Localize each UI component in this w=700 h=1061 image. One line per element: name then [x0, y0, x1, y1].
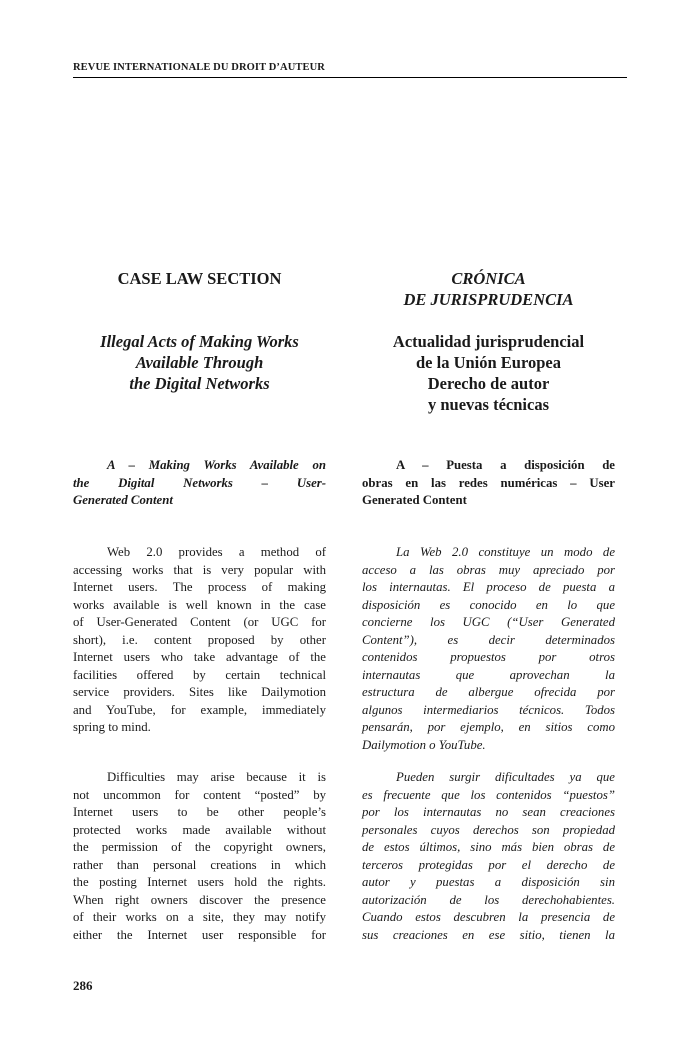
text-line: spring to mind.	[73, 720, 151, 734]
right-paragraph-2	[362, 769, 615, 944]
left-section-heading	[73, 457, 326, 510]
left-subtitle-line: the Digital Networks	[129, 374, 270, 393]
text-line: estructura de albergue ofrecida por	[362, 685, 615, 699]
right-subtitle-line: Derecho de autor	[427, 374, 550, 393]
text-line: acceso a las obras muy apreciado por	[362, 562, 615, 577]
text-line: facilities offered by certain technical	[73, 667, 326, 682]
text-line: La Web 2.0 constituye un modo de	[396, 545, 615, 559]
text-line: contenidos propuestos por otros	[362, 650, 615, 664]
page-number: 286	[73, 978, 93, 993]
text-line: terceros protegidas por el derecho de	[362, 857, 615, 872]
left-title: CASE LAW SECTION	[117, 269, 282, 288]
left-subtitle	[73, 331, 326, 394]
text-line: Internet users to be other people’s	[73, 805, 326, 819]
text-line: disposición es conocido en lo que	[362, 597, 615, 612]
text-line: los internautas. El proceso de puesta a	[362, 580, 615, 594]
text-line: Pueden surgir dificultades ya que	[396, 770, 615, 784]
text-line: Cuando estos descubren la presencia de	[362, 910, 615, 924]
left-paragraph-2	[73, 769, 326, 944]
left-paragraph-1	[73, 544, 326, 737]
text-line: internautas que aprovechan la	[362, 667, 615, 682]
running-head: REVUE INTERNATIONALE DU DROIT D’AUTEUR	[73, 62, 325, 73]
text-line: service providers. Sites like Dailymotion	[73, 685, 326, 699]
text-line: of User-Generated Content (or UGC for	[73, 615, 326, 629]
text-line: por los internautas no sean creaciones	[362, 805, 615, 819]
text-line: protected works made available without	[73, 822, 326, 837]
right-section-heading-line: obras en las redes numéricas – User	[362, 475, 615, 490]
right-section-heading-line: Generated Content	[362, 493, 467, 507]
text-line: de estos últimos, sino más bien obras de	[362, 840, 615, 854]
text-line: Internet users. The process of making	[73, 580, 326, 594]
text-line: works available is well known in the case	[73, 597, 326, 612]
text-line: When right owners discover the presence	[73, 892, 326, 907]
right-paragraph-1	[362, 544, 615, 754]
text-line: Internet users who take advantage of the	[73, 650, 326, 664]
right-title-line: DE JURISPRUDENCIA	[403, 290, 574, 309]
right-subtitle-line: Actualidad jurisprudencial	[392, 332, 585, 351]
text-line: autor y puestas a disposición sin	[362, 875, 615, 889]
text-line: Dailymotion o YouTube.	[362, 737, 486, 752]
right-section-heading	[362, 457, 615, 510]
right-title-line: CRÓNICA	[451, 269, 526, 288]
text-line: concierne los UGC (“User Generated	[362, 615, 615, 629]
left-subtitle-line: Available Through	[135, 353, 264, 372]
text-line: algunos intermediarios técnicos. Todos	[362, 702, 615, 717]
header-rule	[73, 77, 627, 78]
right-subtitle-line: de la Unión Europea	[415, 353, 562, 372]
text-line: the permission of the copyright owners,	[73, 840, 326, 854]
left-section-heading-line: the Digital Networks – User-	[73, 475, 326, 490]
text-line: Content”), es decir determinados	[362, 632, 615, 647]
right-subtitle	[362, 331, 615, 415]
text-line: either the Internet user responsible for	[73, 927, 326, 942]
text-line: Difficulties may arise because it is	[107, 770, 326, 784]
right-section-heading-line: A – Puesta a disposición de	[396, 458, 615, 472]
text-line: and YouTube, for example, immediately	[73, 702, 326, 717]
left-subtitle-line: Illegal Acts of Making Works	[100, 332, 299, 351]
text-line: the posting Internet users hold the rights.	[73, 875, 326, 889]
text-line: short), i.e. content proposed by other	[73, 632, 326, 647]
text-line: personales cuyos derechos son propiedad	[362, 822, 615, 837]
text-line: autorización de los derechohabientes.	[362, 892, 615, 907]
text-line: sus creaciones en ese sitio, tienen la	[362, 927, 615, 942]
text-line: pensarán, por ejemplo, en sitios como	[362, 720, 615, 734]
text-line: Web 2.0 provides a method of	[107, 545, 326, 559]
left-section-heading-line: Generated Content	[73, 493, 173, 507]
right-title	[362, 268, 615, 310]
right-subtitle-line: y nuevas técnicas	[428, 395, 549, 414]
text-line: of their works on a site, they may notify	[73, 910, 326, 924]
left-section-heading-line: A – Making Works Available on	[107, 458, 326, 472]
text-line: es frecuente que los contenidos “puestos”	[362, 787, 615, 802]
text-line: accessing works that is very popular with	[73, 562, 326, 577]
text-line: rather than personal creations in which	[73, 857, 326, 872]
text-line: not uncommon for content “posted” by	[73, 787, 326, 802]
